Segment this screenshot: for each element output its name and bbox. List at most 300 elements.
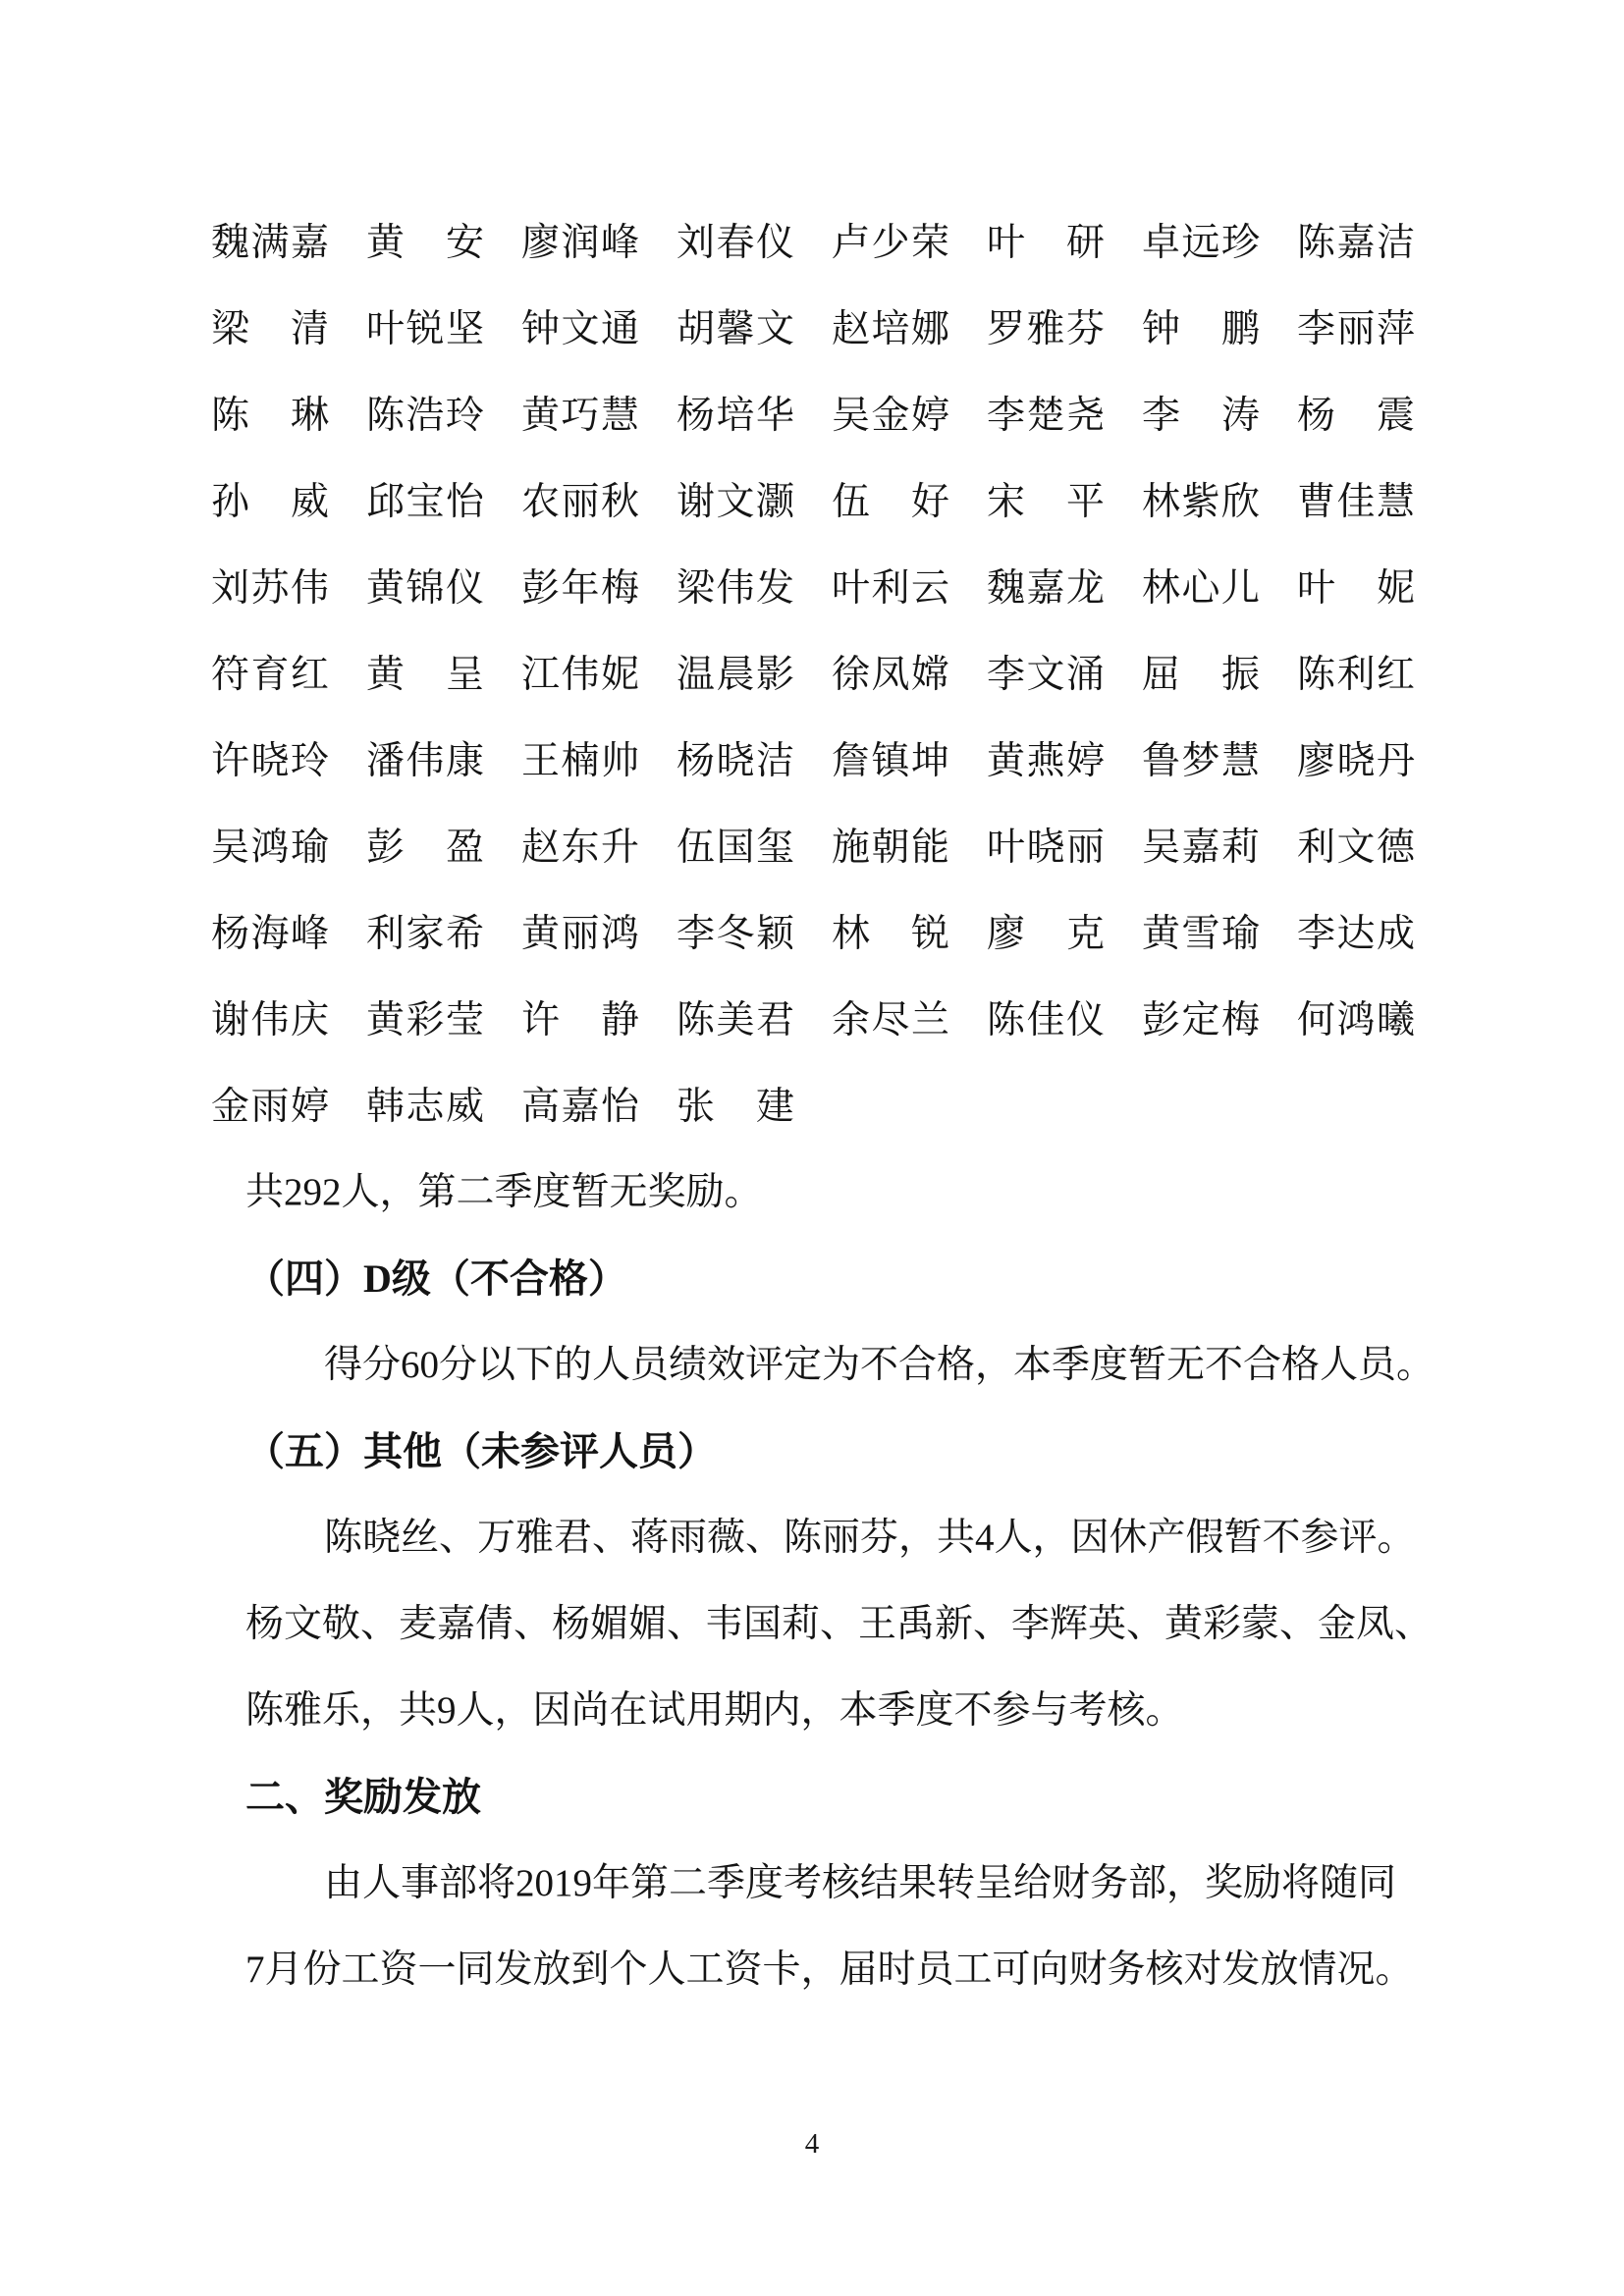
name-char: 家 xyxy=(406,912,445,955)
name-cell xyxy=(677,394,794,437)
name-char: 海 xyxy=(250,912,290,955)
name-cell xyxy=(987,394,1105,437)
name-char: 年 xyxy=(561,566,600,610)
name-char: 屈 xyxy=(1142,653,1181,696)
name-char: 好 xyxy=(910,480,949,523)
name-char: 伍 xyxy=(677,826,716,869)
name-char: 国 xyxy=(716,826,755,869)
name-char: 少 xyxy=(871,221,910,264)
name-char: 伟 xyxy=(406,739,445,782)
name-cell xyxy=(366,221,484,264)
name-char: 梁 xyxy=(677,566,716,610)
name-char: 廖 xyxy=(521,221,561,264)
name-char: 廖 xyxy=(987,912,1026,955)
name-cell xyxy=(677,653,794,696)
name-char: 黄 xyxy=(366,221,406,264)
name-char: 君 xyxy=(755,998,794,1041)
name-char: 黄 xyxy=(521,394,561,437)
name-cell xyxy=(987,566,1105,610)
name-char: 瑜 xyxy=(1220,912,1260,955)
name-cell xyxy=(521,653,639,696)
summary-line: 共292人，第二季度暂无奖励。 xyxy=(245,1171,763,1213)
name-char: 婷 xyxy=(290,1085,329,1128)
name-char: 黄 xyxy=(987,739,1026,782)
name-char: 坤 xyxy=(910,739,949,782)
name-char: 满 xyxy=(250,221,290,264)
name-char: 帅 xyxy=(600,739,639,782)
name-char: 李 xyxy=(987,394,1026,437)
name-cell xyxy=(987,828,1105,867)
name-cell xyxy=(1297,566,1415,610)
name-cell xyxy=(211,998,329,1041)
name-char: 丽 xyxy=(561,912,600,955)
name-char: 黄 xyxy=(366,566,406,610)
name-char: 仪 xyxy=(1065,998,1105,1041)
name-char: 远 xyxy=(1181,221,1220,264)
name-cell xyxy=(1297,653,1415,696)
name-char: 利 xyxy=(871,566,910,610)
name-char: 静 xyxy=(600,998,639,1041)
name-char: 丹 xyxy=(1376,739,1415,782)
name-char: 彭 xyxy=(366,826,406,869)
name-char: 施 xyxy=(832,826,871,869)
name-char: 凤 xyxy=(871,653,910,696)
name-char: 李 xyxy=(1297,912,1336,955)
name-char: 莹 xyxy=(445,998,484,1041)
name-char: 红 xyxy=(290,653,329,696)
name-char: 利 xyxy=(366,912,406,955)
name-char: 心 xyxy=(1181,566,1220,610)
name-char: 东 xyxy=(561,826,600,869)
name-char: 梅 xyxy=(1220,998,1260,1041)
name-char: 慧 xyxy=(600,394,639,437)
name-char: 邱 xyxy=(366,480,406,523)
name-cell xyxy=(677,998,794,1041)
name-char: 震 xyxy=(1376,394,1415,437)
name-char: 李 xyxy=(987,653,1026,696)
name-cell xyxy=(1142,998,1260,1041)
name-char: 清 xyxy=(290,307,329,350)
name-grid-row xyxy=(211,977,1429,1063)
name-char: 李 xyxy=(1297,307,1336,350)
name-char: 许 xyxy=(211,739,250,782)
name-char: 怡 xyxy=(600,1085,639,1128)
name-char: 建 xyxy=(755,1085,794,1128)
name-char: 儿 xyxy=(1220,566,1260,610)
name-char: 康 xyxy=(445,739,484,782)
name-char: 妮 xyxy=(600,653,639,696)
name-cell xyxy=(1297,912,1415,955)
name-char: 萍 xyxy=(1376,307,1415,350)
name-char: 平 xyxy=(1065,480,1105,523)
name-char: 卓 xyxy=(1142,221,1181,264)
name-char: 婷 xyxy=(910,394,949,437)
name-char: 美 xyxy=(716,998,755,1041)
paragraph-line: 由人事部将2019年第二季度考核结果转呈给财务部，奖励将随同 xyxy=(324,1862,1397,1904)
name-char: 丽 xyxy=(1336,307,1376,350)
name-char: 钟 xyxy=(1142,307,1181,350)
name-char: 紫 xyxy=(1181,480,1220,523)
name-char: 华 xyxy=(755,394,794,437)
name-char: 朝 xyxy=(871,826,910,869)
name-cell xyxy=(987,221,1105,264)
name-cell xyxy=(521,739,639,782)
name-cell xyxy=(832,480,949,523)
name-char: 培 xyxy=(871,307,910,350)
name-cell xyxy=(832,307,949,350)
section-heading: 二、奖励发放 xyxy=(245,1775,481,1819)
name-char: 庆 xyxy=(290,998,329,1041)
name-char: 刘 xyxy=(677,221,716,264)
name-char: 谢 xyxy=(677,480,716,523)
name-cell xyxy=(521,998,639,1041)
name-cell xyxy=(832,998,949,1041)
name-char: 佳 xyxy=(1336,480,1376,523)
name-char: 文 xyxy=(716,480,755,523)
name-grid-row xyxy=(211,890,1429,977)
name-char: 杨 xyxy=(1297,394,1336,437)
name-char: 嫦 xyxy=(910,653,949,696)
name-char: 叶 xyxy=(987,826,1026,869)
name-char: 詹 xyxy=(832,739,871,782)
name-char: 何 xyxy=(1297,998,1336,1041)
name-cell xyxy=(677,828,794,867)
name-cell xyxy=(211,828,329,867)
name-char: 升 xyxy=(600,826,639,869)
name-char: 鸿 xyxy=(600,912,639,955)
name-char: 瑜 xyxy=(290,826,329,869)
name-char: 钟 xyxy=(521,307,561,350)
name-char: 陈 xyxy=(1297,653,1336,696)
name-char: 荣 xyxy=(910,221,949,264)
name-char: 镇 xyxy=(871,739,910,782)
name-char: 嘉 xyxy=(561,1085,600,1128)
page-number: 4 xyxy=(804,2128,820,2160)
name-cell xyxy=(832,653,949,696)
name-char: 梁 xyxy=(211,307,250,350)
name-cell xyxy=(211,221,329,264)
name-char: 燕 xyxy=(1026,739,1065,782)
name-cell xyxy=(987,912,1105,955)
name-char: 杨 xyxy=(211,912,250,955)
name-char: 吴 xyxy=(832,394,871,437)
name-char: 卢 xyxy=(832,221,871,264)
name-cell xyxy=(677,739,794,782)
name-char: 妮 xyxy=(1376,566,1415,610)
name-char: 达 xyxy=(1336,912,1376,955)
name-char: 佳 xyxy=(1026,998,1065,1041)
name-char: 影 xyxy=(755,653,794,696)
name-cell xyxy=(1142,307,1260,350)
name-char: 黄 xyxy=(1142,912,1181,955)
name-cell xyxy=(832,739,949,782)
name-cell xyxy=(1142,828,1260,867)
name-char: 呈 xyxy=(445,653,484,696)
name-char: 余 xyxy=(832,998,871,1041)
name-char: 李 xyxy=(1142,394,1181,437)
name-cell xyxy=(1142,480,1260,523)
name-char: 鸿 xyxy=(250,826,290,869)
name-char: 伍 xyxy=(832,480,871,523)
name-char: 洁 xyxy=(755,739,794,782)
name-grid-row xyxy=(211,199,1429,286)
name-char: 锐 xyxy=(406,307,445,350)
name-grid-row xyxy=(211,286,1429,372)
name-char: 嘉 xyxy=(1336,221,1376,264)
name-char: 涌 xyxy=(1065,653,1105,696)
name-cell xyxy=(1297,394,1415,437)
name-char: 林 xyxy=(1142,480,1181,523)
name-char: 林 xyxy=(1142,566,1181,610)
name-cell xyxy=(521,912,639,955)
name-cell xyxy=(987,739,1105,782)
name-char: 叶 xyxy=(366,307,406,350)
name-cell xyxy=(521,480,639,523)
name-char: 研 xyxy=(1065,221,1105,264)
name-char: 威 xyxy=(445,1085,484,1128)
name-char: 克 xyxy=(1065,912,1105,955)
name-grid-row xyxy=(211,804,1429,890)
name-cell xyxy=(1142,739,1260,782)
name-char: 珍 xyxy=(1220,221,1260,264)
name-cell xyxy=(366,480,484,523)
name-char: 雪 xyxy=(1181,912,1220,955)
name-char: 秋 xyxy=(600,480,639,523)
name-char: 婷 xyxy=(1065,739,1105,782)
name-cell xyxy=(1297,307,1415,350)
name-cell xyxy=(832,566,949,610)
name-cell xyxy=(366,307,484,350)
name-char: 王 xyxy=(521,739,561,782)
name-cell xyxy=(1297,828,1415,867)
name-char: 振 xyxy=(1220,653,1260,696)
name-char: 吴 xyxy=(211,826,250,869)
name-char: 曦 xyxy=(1376,998,1415,1041)
name-cell xyxy=(677,566,794,610)
name-char: 定 xyxy=(1181,998,1220,1041)
name-char: 仪 xyxy=(445,566,484,610)
name-char: 李 xyxy=(677,912,716,955)
name-char: 魏 xyxy=(987,566,1026,610)
name-char: 宋 xyxy=(987,480,1026,523)
name-char: 安 xyxy=(445,221,484,264)
name-char: 符 xyxy=(211,653,250,696)
page-content xyxy=(0,199,1624,2013)
name-cell xyxy=(366,653,484,696)
name-char: 龙 xyxy=(1065,566,1105,610)
name-char: 黄 xyxy=(366,653,406,696)
name-char: 金 xyxy=(871,394,910,437)
name-char: 嘉 xyxy=(1181,826,1220,869)
name-cell xyxy=(366,394,484,437)
name-char: 许 xyxy=(521,998,561,1041)
name-cell xyxy=(1142,653,1260,696)
name-char: 楠 xyxy=(561,739,600,782)
name-char: 赵 xyxy=(832,307,871,350)
name-char: 吴 xyxy=(1142,826,1181,869)
name-char: 叶 xyxy=(1297,566,1336,610)
name-cell xyxy=(1142,912,1260,955)
name-cell xyxy=(521,828,639,867)
name-char: 文 xyxy=(1026,653,1065,696)
paragraph-line: 得分60分以下的人员绩效评定为不合格，本季度暂无不合格人员。 xyxy=(324,1344,1435,1386)
name-char: 黄 xyxy=(366,998,406,1041)
name-char: 晓 xyxy=(250,739,290,782)
section-heading: （五）其他（未参评人员） xyxy=(245,1429,717,1473)
name-char: 文 xyxy=(561,307,600,350)
name-char: 张 xyxy=(677,1085,716,1128)
name-char: 利 xyxy=(1297,826,1336,869)
name-char: 晓 xyxy=(1336,739,1376,782)
name-char: 梅 xyxy=(600,566,639,610)
name-char: 希 xyxy=(445,912,484,955)
name-cell xyxy=(211,480,329,523)
name-cell xyxy=(211,1085,329,1128)
name-cell xyxy=(677,480,794,523)
name-char: 杨 xyxy=(677,394,716,437)
name-cell xyxy=(832,828,949,867)
name-char: 曹 xyxy=(1297,480,1336,523)
name-cell xyxy=(366,739,484,782)
name-char: 孙 xyxy=(211,480,250,523)
paragraph-line: 陈晓丝、万雅君、蒋雨薇、陈丽芬，共4人，因休产假暂不参评。 xyxy=(324,1517,1416,1559)
name-cell xyxy=(366,912,484,955)
name-char: 慧 xyxy=(1220,739,1260,782)
name-char: 文 xyxy=(1336,826,1376,869)
name-char: 彩 xyxy=(406,998,445,1041)
name-char: 欣 xyxy=(1220,480,1260,523)
name-char: 丽 xyxy=(1065,826,1105,869)
name-char: 仪 xyxy=(755,221,794,264)
name-cell xyxy=(521,566,639,610)
name-char: 通 xyxy=(600,307,639,350)
name-char: 馨 xyxy=(716,307,755,350)
name-cell xyxy=(1297,221,1415,264)
name-char: 陈 xyxy=(677,998,716,1041)
name-cell xyxy=(1142,221,1260,264)
name-cell xyxy=(1142,566,1260,610)
name-char: 云 xyxy=(910,566,949,610)
name-cell xyxy=(366,566,484,610)
name-char: 陈 xyxy=(1297,221,1336,264)
name-char: 叶 xyxy=(832,566,871,610)
name-char: 雅 xyxy=(1026,307,1065,350)
name-char: 志 xyxy=(406,1085,445,1128)
name-cell xyxy=(521,221,639,264)
name-char: 浩 xyxy=(406,394,445,437)
name-char: 彭 xyxy=(521,566,561,610)
name-char: 雨 xyxy=(250,1085,290,1128)
paragraph-line: 杨文敬、麦嘉倩、杨媚媚、韦国莉、王禹新、李辉英、黄彩蒙、金凤、 xyxy=(245,1603,1434,1645)
name-char: 嘉 xyxy=(1026,566,1065,610)
name-char: 廖 xyxy=(1297,739,1336,782)
name-char: 巧 xyxy=(561,394,600,437)
name-cell xyxy=(677,912,794,955)
name-char: 德 xyxy=(1376,826,1415,869)
name-char: 鹏 xyxy=(1220,307,1260,350)
name-char: 尽 xyxy=(871,998,910,1041)
name-grid-row xyxy=(211,718,1429,804)
name-char: 洁 xyxy=(1376,221,1415,264)
name-grid xyxy=(211,199,1429,1149)
name-grid-row xyxy=(211,372,1429,458)
name-char: 冬 xyxy=(716,912,755,955)
name-char: 陈 xyxy=(987,998,1026,1041)
name-char: 高 xyxy=(521,1085,561,1128)
name-char: 韩 xyxy=(366,1085,406,1128)
name-char: 培 xyxy=(716,394,755,437)
name-char: 兰 xyxy=(910,998,949,1041)
name-char: 怡 xyxy=(445,480,484,523)
name-char: 锐 xyxy=(910,912,949,955)
name-char: 陈 xyxy=(366,394,406,437)
name-char: 晓 xyxy=(1026,826,1065,869)
name-char: 峰 xyxy=(290,912,329,955)
name-char: 丽 xyxy=(561,480,600,523)
name-char: 成 xyxy=(1376,912,1415,955)
name-char: 杨 xyxy=(677,739,716,782)
name-cell xyxy=(987,480,1105,523)
name-char: 莉 xyxy=(1220,826,1260,869)
name-char: 玺 xyxy=(755,826,794,869)
name-char: 宝 xyxy=(406,480,445,523)
section-heading: （四）D级（不合格） xyxy=(245,1256,627,1301)
name-char: 伟 xyxy=(290,566,329,610)
name-char: 赵 xyxy=(521,826,561,869)
name-char: 玲 xyxy=(445,394,484,437)
name-char: 黄 xyxy=(521,912,561,955)
name-char: 魏 xyxy=(211,221,250,264)
name-cell xyxy=(1297,739,1415,782)
name-char: 伟 xyxy=(250,998,290,1041)
name-char: 芬 xyxy=(1065,307,1105,350)
name-cell xyxy=(1297,998,1415,1041)
name-char: 金 xyxy=(211,1085,250,1128)
name-char: 文 xyxy=(755,307,794,350)
body-lines xyxy=(245,1149,1434,2013)
name-char: 灏 xyxy=(755,480,794,523)
name-char: 晓 xyxy=(716,739,755,782)
name-cell xyxy=(832,221,949,264)
name-cell xyxy=(366,998,484,1041)
name-char: 威 xyxy=(290,480,329,523)
name-cell xyxy=(211,653,329,696)
name-cell xyxy=(987,998,1105,1041)
name-char: 育 xyxy=(250,653,290,696)
paragraph-line: 7月份工资一同发放到个人工资卡，届时员工可向财务核对发放情况。 xyxy=(245,1949,1414,1991)
name-char: 鲁 xyxy=(1142,739,1181,782)
name-char: 林 xyxy=(832,912,871,955)
name-char: 胡 xyxy=(677,307,716,350)
name-char: 晨 xyxy=(716,653,755,696)
name-cell xyxy=(1142,394,1260,437)
name-char: 尧 xyxy=(1065,394,1105,437)
name-char: 利 xyxy=(1336,653,1376,696)
name-char: 涛 xyxy=(1220,394,1260,437)
name-char: 发 xyxy=(755,566,794,610)
name-char: 叶 xyxy=(987,221,1026,264)
name-char: 刘 xyxy=(211,566,250,610)
name-char: 峰 xyxy=(600,221,639,264)
name-char: 温 xyxy=(677,653,716,696)
name-char: 苏 xyxy=(250,566,290,610)
name-char: 润 xyxy=(561,221,600,264)
name-char: 红 xyxy=(1376,653,1415,696)
name-char: 彭 xyxy=(1142,998,1181,1041)
name-cell xyxy=(211,566,329,610)
name-char: 农 xyxy=(521,480,561,523)
name-char: 伟 xyxy=(716,566,755,610)
